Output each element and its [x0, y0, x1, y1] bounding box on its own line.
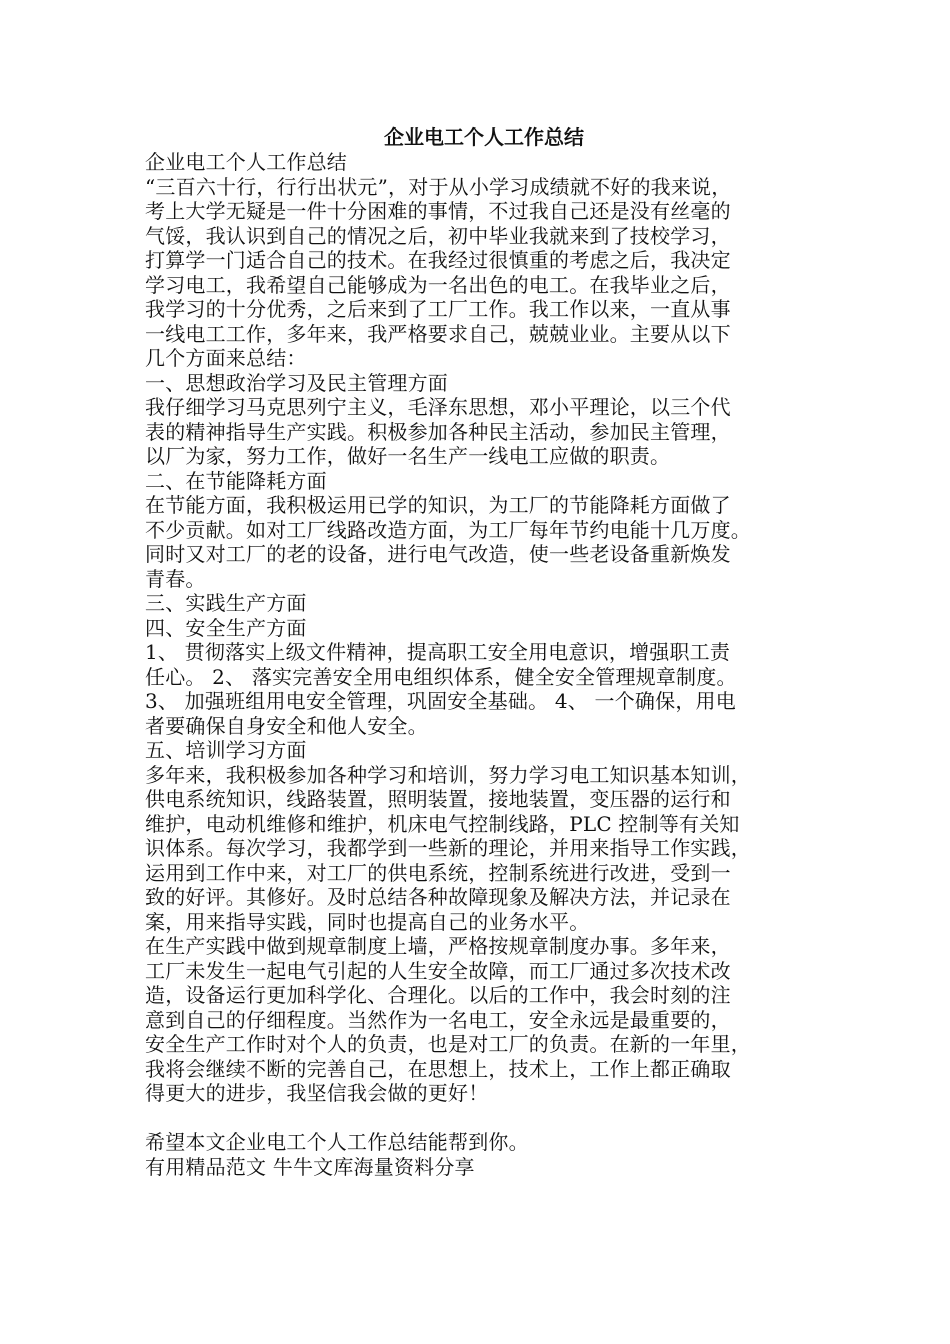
- text-line: 供电系统知识，线路装置，照明装置，接地装置，变压器的运行和: [145, 787, 731, 811]
- text-line: 者要确保自身安全和他人安全。: [145, 713, 428, 738]
- text-line: 五、培训学习方面: [145, 738, 307, 762]
- text-line: 致的好评。其修好。及时总结各种故障现象及解决方法，并记录在: [145, 885, 731, 909]
- text-line: 运用到工作中来，对工厂的供电系统，控制系统进行改进，受到一: [145, 860, 731, 885]
- text-line: 安全生产工作时对个人的负责，也是对工厂的负责。在新的一年里，: [145, 1032, 751, 1056]
- text-line: 青春。: [145, 566, 206, 591]
- text-line: 在生产实践中做到规章制度上墙，严格按规章制度办事。多年来，: [145, 934, 731, 958]
- blank-line: [145, 1106, 815, 1131]
- text-line: 多年来，我积极参加各种学习和培训，努力学习电工知识基本知训，: [145, 762, 751, 787]
- text-line: 造，设备运行更加科学化、合理化。以后的工作中，我会时刻的注: [145, 983, 731, 1007]
- text-line: 识体系。每次学习，我都学到一些新的理论，并用来指导工作实践，: [145, 836, 751, 860]
- text-line: 学习电工，我希望自己能够成为一名出色的电工。在我毕业之后，: [145, 272, 731, 297]
- text-line: 几个方面来总结：: [145, 346, 307, 370]
- text-line: 二、在节能降耗方面: [145, 468, 327, 493]
- text-line: 考上大学无疑是一件十分困难的事情，不过我自己还是没有丝毫的: [145, 199, 731, 223]
- text-line: 得更大的进步，我坚信我会做的更好！: [145, 1081, 489, 1105]
- text-line: 我将会继续不断的完善自己，在思想上，技术上，工作上都正确取: [145, 1056, 731, 1081]
- text-line: 案，用来指导实践，同时也提高自己的业务水平。: [145, 909, 590, 934]
- text-line: 工厂未发生一起电气引起的人生安全故障，而工厂通过多次技术改: [145, 958, 731, 983]
- text-line: 在节能方面，我积极运用已学的知识，为工厂的节能降耗方面做了: [145, 493, 731, 517]
- text-line: 有用精品范文 牛牛文库海量资料分享: [145, 1154, 475, 1179]
- text-line: 维护，电动机维修和维护，机床电气控制线路，PLC 控制等有关知: [145, 811, 740, 836]
- document-body: [145, 124, 815, 1179]
- text-line: 气馁，我认识到自己的情况之后，初中毕业我就来到了技校学习，: [145, 223, 731, 248]
- text-line: 一、思想政治学习及民主管理方面: [145, 370, 448, 395]
- text-line: 3、 加强班组用电安全管理，巩固安全基础。 4、 一个确保，用电: [145, 689, 736, 713]
- document-title: 企业电工个人工作总结: [384, 125, 584, 149]
- text-line: 我仔细学习马克思列宁主义，毛泽东思想，邓小平理论，以三个代: [145, 395, 731, 419]
- text-line: 打算学一门适合自己的技术。在我经过很慎重的考虑之后，我决定: [145, 248, 731, 272]
- document-text: [145, 150, 815, 1179]
- text-line: 企业电工个人工作总结: [145, 150, 347, 174]
- text-line: 意到自己的仔细程度。当然作为一名电工，安全永远是最重要的，: [145, 1007, 731, 1032]
- text-line: 一线电工工作，多年来，我严格要求自己，兢兢业业。主要从以下: [145, 321, 731, 346]
- text-line: 不少贡献。如对工厂线路改造方面，为工厂每年节约电能十几万度。: [145, 517, 751, 542]
- text-line: 四、安全生产方面: [145, 615, 307, 640]
- text-line: 1、 贯彻落实上级文件精神，提高职工安全用电意识，增强职工责: [145, 640, 731, 664]
- text-line: 我学习的十分优秀，之后来到了工厂工作。我工作以来，一直从事: [145, 297, 731, 321]
- text-line: 任心。 2、 落实完善安全用电组织体系，健全安全管理规章制度。: [145, 664, 737, 689]
- text-line: 表的精神指导生产实践。积极参加各种民主活动，参加民主管理，: [145, 419, 731, 444]
- text-line: 同时又对工厂的老的设备，进行电气改造，使一些老设备重新焕发: [145, 542, 731, 566]
- text-line: 三、实践生产方面: [145, 591, 307, 615]
- text-line: 以厂为家，努力工作，做好一名生产一线电工应做的职责。: [145, 444, 671, 468]
- text-line: “三百六十行，行行出状元”，对于从小学习成绩就不好的我来说，: [145, 174, 732, 199]
- text-line: 希望本文企业电工个人工作总结能帮到你。: [145, 1130, 529, 1154]
